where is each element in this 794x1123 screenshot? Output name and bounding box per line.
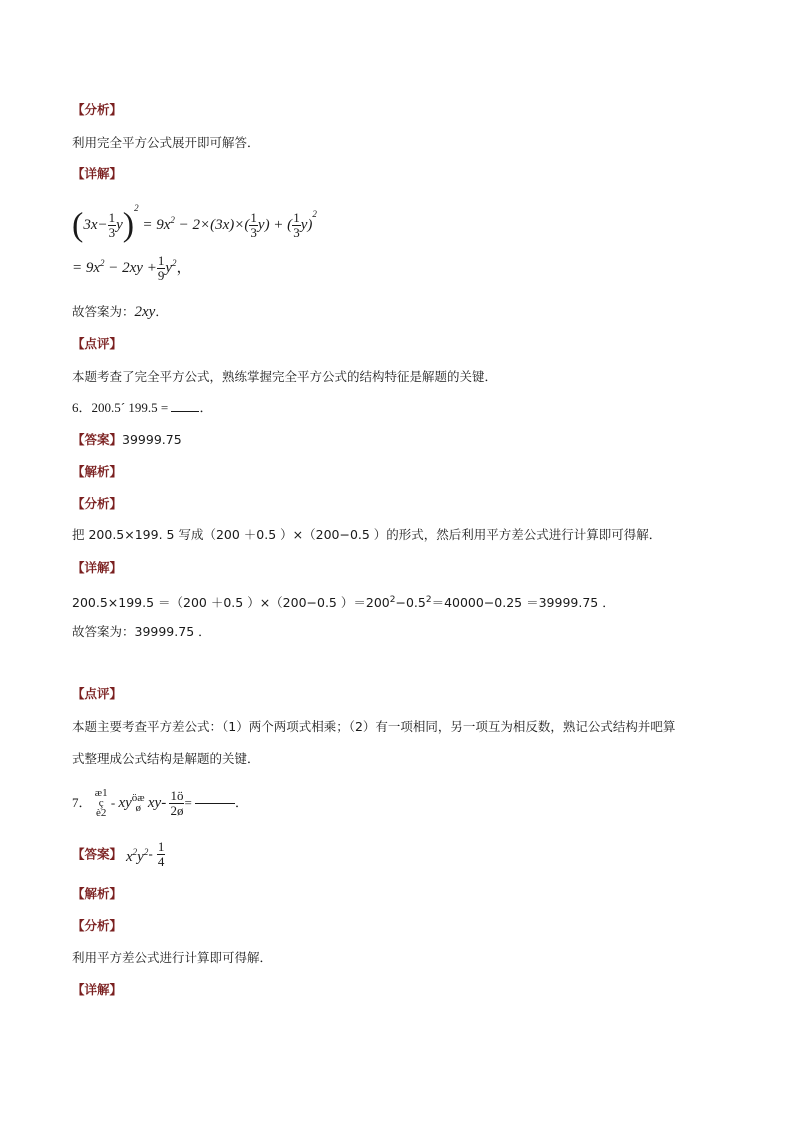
analysis-text: 利用完全平方公式展开即可解答． <box>72 135 260 150</box>
q6-result: 故答案为：39999.75 ． <box>72 624 211 639</box>
q7-explain-heading: 【解析】 <box>72 886 123 901</box>
q6-comment-line-1: 本题主要考查平方差公式：（1）两个两项式相乘；（2）有一项相同，另一项互为相反数，熟记公式结构并吧算 <box>72 719 676 734</box>
q6-question: 6．200.5´ 199.5 = ． <box>72 400 213 415</box>
q5-comment: 本题考查了完全平方公式，熟练掌握完全平方公式的结构特征是解题的关键． <box>72 369 498 384</box>
q6-answer: 【答案】39999.75 <box>72 432 182 447</box>
q7-analysis-text: 利用平方差公式进行计算即可得解． <box>72 950 273 965</box>
expansion-equation-2: = $9x^2 - 2xy$ + $\frac{1}{9}$ $y^2$， <box>72 253 192 283</box>
q6-comment-heading: 【点评】 <box>72 686 123 701</box>
q5-result: 故答案为：2xy． <box>72 304 168 320</box>
q7-detail-heading: 【详解】 <box>72 982 123 997</box>
detail-heading: 【详解】 <box>72 166 123 181</box>
q7-answer: 【答案】 $x^2y^2-$ $\frac{1}{4}$ <box>72 839 165 869</box>
fraction-one-ninth: $\frac{1}{9}$ <box>157 253 165 283</box>
comment-heading: 【点评】 <box>72 336 123 351</box>
q6-detail-text: 200.5×199.5 ＝（200 ＋0.5 ）×（200−0.5 ）$=200^2-0.5^2=40000-0.25 =39999.75$ ． <box>72 595 615 611</box>
q6-analysis-heading: 【分析】 <box>72 496 123 511</box>
q6-analysis-text: 把 200.5×199. 5 写成（200 ＋0.5 ）×（200−0.5 ）的形式，然后利用平方差公式进行计算即可得解． <box>72 527 662 542</box>
fraction-one-third: $\frac{1}{3}$ <box>108 210 116 241</box>
q6-comment-line-2: 式整理成公式结构是解题的关键． <box>72 751 260 766</box>
q7-analysis-heading: 【分析】 <box>72 918 123 933</box>
garbled-bracket-left: æ1 ç è2 <box>94 787 108 819</box>
garbled-bracket-mid: öæ ø <box>131 792 145 814</box>
analysis-heading: 【分析】 <box>72 102 123 117</box>
q6-explain-heading: 【解析】 <box>72 464 123 479</box>
q7-question: 7． æ1 ç è2 - xy öæ ø xy- $\frac{1ö}{2ø}$ = ． <box>72 787 249 819</box>
expansion-equation-1: (3x− $\frac{1}{3}$ $y)^2 = 9x^2 - 2\times(3x)\times$( $\frac{1}{3}$ y) + ( $\frac{1}{3}$ y)$^2$ <box>72 203 317 244</box>
q6-detail-heading: 【详解】 <box>72 560 123 575</box>
